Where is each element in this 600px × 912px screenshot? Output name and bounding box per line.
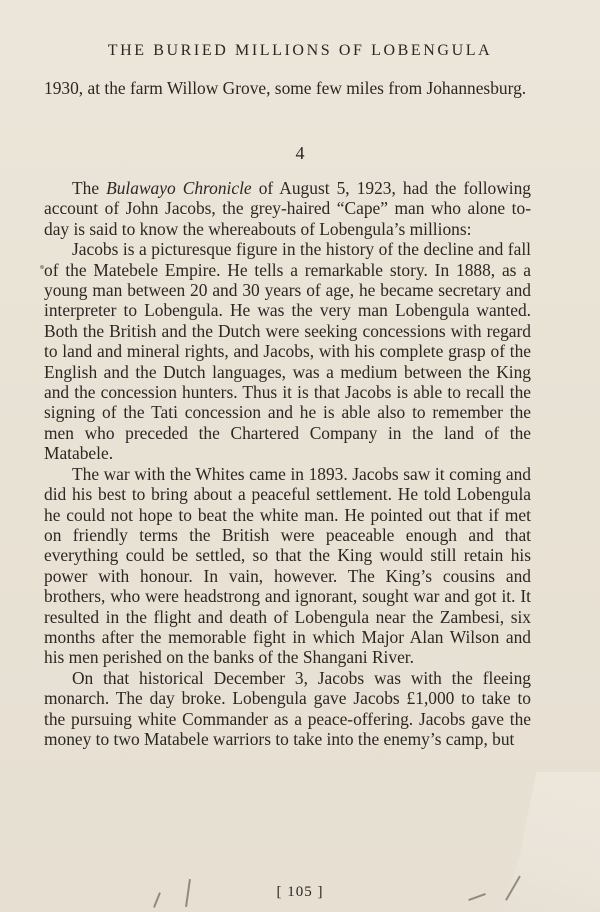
section-number: 4 (295, 143, 305, 163)
main-text (44, 178, 531, 749)
paragraph-1-lead: The (72, 178, 107, 198)
paragraph-3: The war with the Whites came in 1893. Jacobs saw it coming and did his best to bring about a peaceful settlement. He told Lobengula he could not hope to beat the white man. He pointed out that if met on friendly terms the British were peaceable enough and that everything could be settled, so that the King would still retain his power with honour. In vain, however. The King’s cousins and brothers, who were headstrong and ignorant, sought war and got it. It resulted in the flight and death of Lobengula near the Zambesi, six months after the memorable fight in which Major Alan Wilson and his men perished on the banks of the Shangani River. (44, 463, 531, 668)
intro-paragraph: 1930, at the farm Willow Grove, some few miles from Johannesburg. (44, 78, 527, 98)
paragraph-2: Jacobs is a picturesque figure in the history of the decline and fall of the Matebele Empire. He tells a remarkable story. In 1888, as a young man between 20 and 30 years of age, he became secretary and interpreter to Lobengula. He was the very man Lobengula wanted. Both the British and the Dutch were seeking concessions with regard to land and mineral rights, and Jacobs, with his complete grasp of the English and the Dutch languages, was a medium between the King and the concession hunters. Thus it is that Jacobs is able to recall the signing of the Tati concession and he is able also to remember the men who preceded the Chartered Company in the land of the Matabele. (44, 239, 531, 464)
newspaper-title: Bulawayo Chronicle (106, 178, 252, 198)
paragraph-1 (44, 178, 531, 239)
running-header: THE BURIED MILLIONS OF LOBENGULA (107, 42, 493, 59)
paragraph-1-rest: of August 5, 1923, had the following account of John Jacobs, the grey-haired “Cape” man who alone to-day is said to know the whereabouts of Lobengula’s millions: (44, 178, 532, 239)
paragraph-4: On that historical December 3, Jacobs was with the fleeing monarch. The day broke. Lobengula gave Jacobs £1,000 to take to the pursuing white Commander as a peace-offering. Jacobs gave the money to two Matabele warriors to take into the enemy’s camp, but (44, 667, 531, 749)
page-number: [ 105 ] (276, 884, 324, 900)
